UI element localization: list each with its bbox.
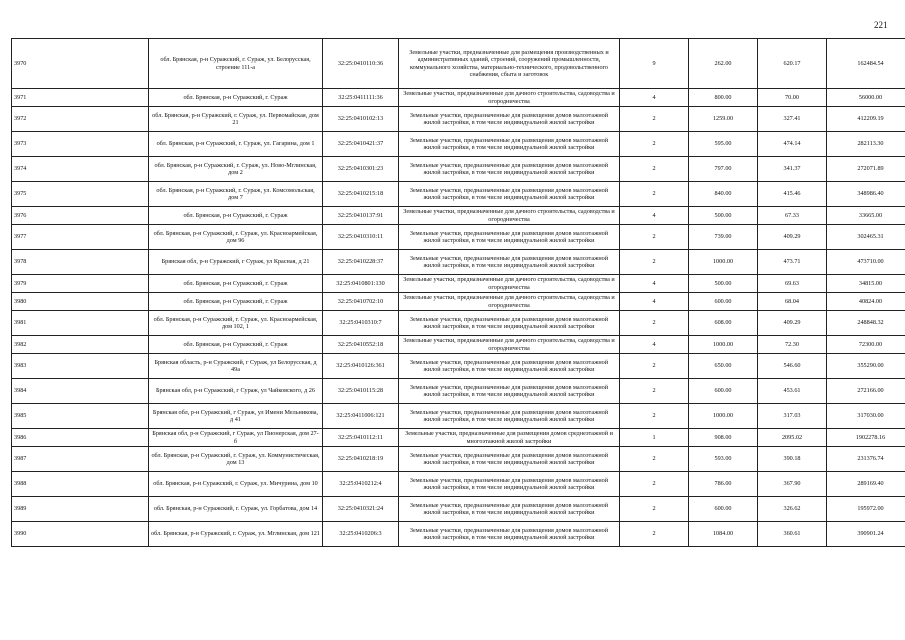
table-row: [12, 157, 905, 182]
group-cell: 4: [620, 207, 689, 225]
table-row: [12, 182, 905, 207]
cadastral-cost-cell: 33665.00: [827, 207, 905, 225]
land-use-cell: Земельные участки, предназначенные для размещения домов малоэтажной жилой застройки, в том числе индивидуальной жилой застройки: [399, 497, 620, 522]
table-row: [12, 225, 905, 250]
land-use-cell: Земельные участки, предназначенные для дачного строительства, садоводства и огородничества: [399, 275, 620, 293]
area-cell: 600.00: [689, 497, 758, 522]
group-cell: 4: [620, 89, 689, 107]
table-row: [12, 336, 905, 354]
row-number-cell: 3982: [12, 336, 149, 354]
land-use-cell: Земельные участки, предназначенные для размещения домов малоэтажной жилой застройки, в том числе индивидуальной жилой застройки: [399, 107, 620, 132]
address-cell: обл. Брянская, р-н Суражский, г. Сураж: [149, 275, 323, 293]
row-number-cell: 3976: [12, 207, 149, 225]
cadastral-cost-cell: 390901.24: [827, 522, 905, 547]
row-number-cell: 3970: [12, 39, 149, 89]
area-cell: 1084.00: [689, 522, 758, 547]
area-cell: 650.00: [689, 354, 758, 379]
address-cell: Брянская обл, р-н Суражский, г Сураж, ул Красная, д 21: [149, 250, 323, 275]
land-use-cell: Земельные участки, предназначенные для размещения производственных и административных зданий, строений, сооружений промышленности, коммунального хозяйства, материально-технического, продовольственного снабжения, сбыта и заготовок: [399, 39, 620, 89]
land-use-cell: Земельные участки, предназначенные для размещения домов малоэтажной жилой застройки, в том числе индивидуальной жилой застройки: [399, 250, 620, 275]
cadastral-cost-cell: 56000.00: [827, 89, 905, 107]
group-cell: 2: [620, 354, 689, 379]
cadastral-cost-cell: 289169.40: [827, 472, 905, 497]
row-number-cell: 3983: [12, 354, 149, 379]
group-cell: 4: [620, 275, 689, 293]
address-cell: обл. Брянская, р-н Суражский, г. Сураж: [149, 293, 323, 311]
group-cell: 2: [620, 225, 689, 250]
group-cell: 2: [620, 157, 689, 182]
table-row: [12, 107, 905, 132]
cadastral-cost-cell: 302465.31: [827, 225, 905, 250]
cadastral-number-cell: 32:25:0410310:11: [323, 225, 399, 250]
specific-cost-cell: 390.18: [758, 447, 827, 472]
specific-cost-cell: 360.61: [758, 522, 827, 547]
table-row: [12, 207, 905, 225]
land-use-cell: Земельные участки, предназначенные для дачного строительства, садоводства и огородничества: [399, 89, 620, 107]
table-row: [12, 89, 905, 107]
address-cell: обл. Брянская, р-н Суражский, г. Сураж: [149, 336, 323, 354]
address-cell: обл. Брянская, р-н Суражский, г. Сураж, ул. Красноармейская, дом 96: [149, 225, 323, 250]
area-cell: 500.00: [689, 275, 758, 293]
row-number-cell: 3974: [12, 157, 149, 182]
group-cell: 2: [620, 404, 689, 429]
group-cell: 2: [620, 497, 689, 522]
address-cell: обл. Брянская, р-н Суражский, г. Сураж, ул. Белорусская, строение 111-а: [149, 39, 323, 89]
cadastral-number-cell: 32:25:0410206:3: [323, 522, 399, 547]
specific-cost-cell: 70.00: [758, 89, 827, 107]
land-use-cell: Земельные участки, предназначенные для размещения домов малоэтажной жилой застройки, в том числе индивидуальной жилой застройки: [399, 132, 620, 157]
land-use-cell: Земельные участки, предназначенные для размещения домов среднеэтажной и многоэтажной жилой застройки: [399, 429, 620, 447]
specific-cost-cell: 474.14: [758, 132, 827, 157]
address-cell: обл. Брянская, р-н Суражский, г. Сураж, ул. Горбатова, дом 14: [149, 497, 323, 522]
area-cell: 600.00: [689, 379, 758, 404]
cadastral-cost-cell: 248848.32: [827, 311, 905, 336]
land-use-cell: Земельные участки, предназначенные для размещения домов малоэтажной жилой застройки, в том числе индивидуальной жилой застройки: [399, 225, 620, 250]
table-row: [12, 293, 905, 311]
cadastral-number-cell: 32:25:0411006:121: [323, 404, 399, 429]
specific-cost-cell: 341.37: [758, 157, 827, 182]
row-number-cell: 3978: [12, 250, 149, 275]
address-cell: обл. Брянская, р-н Суражский, г. Сураж: [149, 89, 323, 107]
cadastral-cost-cell: 282113.30: [827, 132, 905, 157]
row-number-cell: 3981: [12, 311, 149, 336]
specific-cost-cell: 473.71: [758, 250, 827, 275]
address-cell: обл. Брянская, р-н Суражский, г. Сураж, ул. Ново-Мглинская, дом 2: [149, 157, 323, 182]
land-plot-registry-table: [11, 38, 905, 547]
group-cell: 2: [620, 132, 689, 157]
group-cell: 4: [620, 293, 689, 311]
address-cell: Брянская обл, р-н Суражский, г Сураж, ул Имени Мельникова, д 41: [149, 404, 323, 429]
address-cell: обл. Брянская, р-н Суражский, г. Сураж, ул. Гагарина, дом 1: [149, 132, 323, 157]
group-cell: 2: [620, 522, 689, 547]
cadastral-number-cell: 32:25:0410115:28: [323, 379, 399, 404]
group-cell: 2: [620, 182, 689, 207]
table-row: [12, 429, 905, 447]
area-cell: 800.00: [689, 89, 758, 107]
cadastral-number-cell: 32:25:0410801:130: [323, 275, 399, 293]
row-number-cell: 3990: [12, 522, 149, 547]
specific-cost-cell: 367.90: [758, 472, 827, 497]
specific-cost-cell: 67.33: [758, 207, 827, 225]
cadastral-cost-cell: 412209.19: [827, 107, 905, 132]
land-use-cell: Земельные участки, предназначенные для дачного строительства, садоводства и огородничества: [399, 293, 620, 311]
group-cell: 2: [620, 472, 689, 497]
cadastral-number-cell: 32:25:0410702:10: [323, 293, 399, 311]
cadastral-number-cell: 32:25:0410102:13: [323, 107, 399, 132]
area-cell: 500.00: [689, 207, 758, 225]
row-number-cell: 3985: [12, 404, 149, 429]
specific-cost-cell: 68.04: [758, 293, 827, 311]
row-number-cell: 3975: [12, 182, 149, 207]
cadastral-number-cell: 32:25:0410310:7: [323, 311, 399, 336]
land-use-cell: Земельные участки, предназначенные для размещения домов малоэтажной жилой застройки, в том числе индивидуальной жилой застройки: [399, 447, 620, 472]
area-cell: 600.00: [689, 293, 758, 311]
table-row: [12, 379, 905, 404]
table-row: [12, 275, 905, 293]
land-use-cell: Земельные участки, предназначенные для размещения домов малоэтажной жилой застройки, в том числе индивидуальной жилой застройки: [399, 522, 620, 547]
group-cell: 2: [620, 311, 689, 336]
address-cell: обл. Брянская, р-н Суражский, г. Сураж, ул. Мглинская, дом 121: [149, 522, 323, 547]
land-use-cell: Земельные участки, предназначенные для размещения домов малоэтажной жилой застройки, в том числе индивидуальной жилой застройки: [399, 182, 620, 207]
land-use-cell: Земельные участки, предназначенные для размещения домов малоэтажной жилой застройки, в том числе индивидуальной жилой застройки: [399, 472, 620, 497]
registry-body: [12, 39, 905, 547]
row-number-cell: 3972: [12, 107, 149, 132]
area-cell: 797.00: [689, 157, 758, 182]
row-number-cell: 3984: [12, 379, 149, 404]
address-cell: обл. Брянская, р-н Суражский, г. Сураж: [149, 207, 323, 225]
row-number-cell: 3989: [12, 497, 149, 522]
cadastral-number-cell: 32:25:0410126:361: [323, 354, 399, 379]
group-cell: 2: [620, 447, 689, 472]
land-use-cell: Земельные участки, предназначенные для дачного строительства, садоводства и огородничества: [399, 336, 620, 354]
group-cell: 4: [620, 336, 689, 354]
cadastral-number-cell: 32:25:0410218:19: [323, 447, 399, 472]
cadastral-number-cell: 32:25:0410215:18: [323, 182, 399, 207]
area-cell: 908.00: [689, 429, 758, 447]
row-number-cell: 3980: [12, 293, 149, 311]
area-cell: 739.00: [689, 225, 758, 250]
address-cell: обл. Брянская, р-н Суражский, г. Сураж, ул. Мичурина, дом 10: [149, 472, 323, 497]
specific-cost-cell: 72.30: [758, 336, 827, 354]
specific-cost-cell: 317.03: [758, 404, 827, 429]
cadastral-cost-cell: 72300.00: [827, 336, 905, 354]
table-row: [12, 250, 905, 275]
cadastral-cost-cell: 355290.00: [827, 354, 905, 379]
address-cell: обл. Брянская, р-н Суражский, г. Сураж, ул. Комсомольская, дом 7: [149, 182, 323, 207]
cadastral-number-cell: 32:25:0410112:11: [323, 429, 399, 447]
land-use-cell: Земельные участки, предназначенные для размещения домов малоэтажной жилой застройки, в том числе индивидуальной жилой застройки: [399, 354, 620, 379]
group-cell: 1: [620, 429, 689, 447]
cadastral-cost-cell: 231376.74: [827, 447, 905, 472]
page-number: 221: [874, 20, 888, 30]
cadastral-cost-cell: 1902278.16: [827, 429, 905, 447]
row-number-cell: 3973: [12, 132, 149, 157]
address-cell: Брянская обл, р-н Суражский, г Сураж, ул Пионерская, дом 27-б: [149, 429, 323, 447]
row-number-cell: 3971: [12, 89, 149, 107]
area-cell: 1000.00: [689, 404, 758, 429]
group-cell: 2: [620, 379, 689, 404]
specific-cost-cell: 2095.02: [758, 429, 827, 447]
area-cell: 595.00: [689, 132, 758, 157]
address-cell: обл. Брянская, р-н Суражский, г. Сураж, ул. Коммунистическая, дом 13: [149, 447, 323, 472]
cadastral-cost-cell: 317030.00: [827, 404, 905, 429]
specific-cost-cell: 415.46: [758, 182, 827, 207]
cadastral-number-cell: 32:25:0410137:91: [323, 207, 399, 225]
land-use-cell: Земельные участки, предназначенные для размещения домов малоэтажной жилой застройки, в том числе индивидуальной жилой застройки: [399, 404, 620, 429]
cadastral-number-cell: 32:25:0410552:18: [323, 336, 399, 354]
table-row: [12, 311, 905, 336]
cadastral-number-cell: 32:25:0410228:37: [323, 250, 399, 275]
table-row: [12, 404, 905, 429]
group-cell: 9: [620, 39, 689, 89]
row-number-cell: 3987: [12, 447, 149, 472]
cadastral-number-cell: 32:25:0410301:23: [323, 157, 399, 182]
cadastral-number-cell: 32:25:0411111:36: [323, 89, 399, 107]
cadastral-cost-cell: 195972.00: [827, 497, 905, 522]
cadastral-number-cell: 32:25:0410212:4: [323, 472, 399, 497]
table-row: [12, 132, 905, 157]
area-cell: 593.00: [689, 447, 758, 472]
table-row: [12, 39, 905, 89]
land-use-cell: Земельные участки, предназначенные для размещения домов малоэтажной жилой застройки, в том числе индивидуальной жилой застройки: [399, 157, 620, 182]
address-cell: Брянская область, р-н Суражский, г Сураж, ул Белорусская, д 49а: [149, 354, 323, 379]
table-row: [12, 497, 905, 522]
area-cell: 1259.00: [689, 107, 758, 132]
cadastral-cost-cell: 473710.00: [827, 250, 905, 275]
cadastral-cost-cell: 162484.54: [827, 39, 905, 89]
specific-cost-cell: 620.17: [758, 39, 827, 89]
row-number-cell: 3979: [12, 275, 149, 293]
area-cell: 262.00: [689, 39, 758, 89]
area-cell: 608.00: [689, 311, 758, 336]
group-cell: 2: [620, 107, 689, 132]
row-number-cell: 3977: [12, 225, 149, 250]
land-use-cell: Земельные участки, предназначенные для размещения домов малоэтажной жилой застройки, в том числе индивидуальной жилой застройки: [399, 311, 620, 336]
specific-cost-cell: 453.61: [758, 379, 827, 404]
table-row: [12, 447, 905, 472]
cadastral-cost-cell: 272071.89: [827, 157, 905, 182]
cadastral-cost-cell: 40824.00: [827, 293, 905, 311]
cadastral-cost-cell: 34815.00: [827, 275, 905, 293]
row-number-cell: 3988: [12, 472, 149, 497]
area-cell: 840.00: [689, 182, 758, 207]
land-use-cell: Земельные участки, предназначенные для дачного строительства, садоводства и огородничества: [399, 207, 620, 225]
land-use-cell: Земельные участки, предназначенные для размещения домов малоэтажной жилой застройки, в том числе индивидуальной жилой застройки: [399, 379, 620, 404]
specific-cost-cell: 326.62: [758, 497, 827, 522]
specific-cost-cell: 409.29: [758, 311, 827, 336]
specific-cost-cell: 546.60: [758, 354, 827, 379]
cadastral-cost-cell: 272166.00: [827, 379, 905, 404]
address-cell: обл. Брянская, р-н Суражский, г. Сураж, ул. Первомайская, дом 21: [149, 107, 323, 132]
table-row: [12, 354, 905, 379]
cadastral-number-cell: 32:25:0410110:36: [323, 39, 399, 89]
row-number-cell: 3986: [12, 429, 149, 447]
group-cell: 2: [620, 250, 689, 275]
cadastral-cost-cell: 348986.40: [827, 182, 905, 207]
area-cell: 1000.00: [689, 336, 758, 354]
area-cell: 786.00: [689, 472, 758, 497]
address-cell: обл. Брянская, р-н Суражский, г. Сураж, ул. Красноармейская, дом 102, 1: [149, 311, 323, 336]
specific-cost-cell: 327.41: [758, 107, 827, 132]
specific-cost-cell: 409.29: [758, 225, 827, 250]
area-cell: 1000.00: [689, 250, 758, 275]
cadastral-number-cell: 32:25:0410321:24: [323, 497, 399, 522]
table-row: [12, 522, 905, 547]
specific-cost-cell: 69.63: [758, 275, 827, 293]
address-cell: Брянская обл, р-н Суражский, г Сураж, ул Чайковского, д 26: [149, 379, 323, 404]
cadastral-number-cell: 32:25:0410421:37: [323, 132, 399, 157]
table-row: [12, 472, 905, 497]
